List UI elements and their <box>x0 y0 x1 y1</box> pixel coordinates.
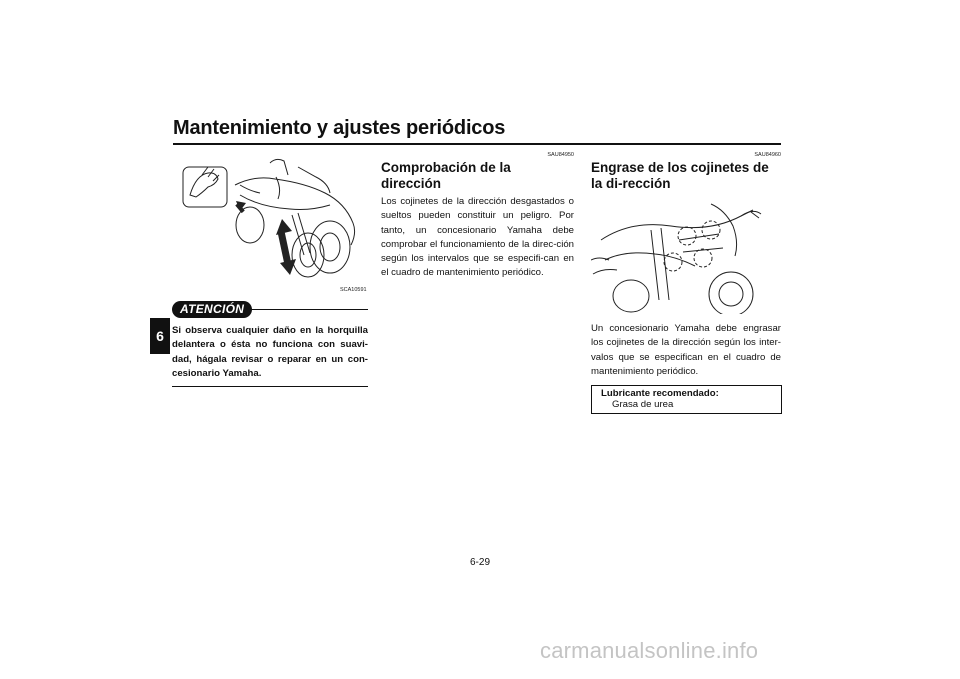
caution-label: ATENCIÓN <box>172 301 252 318</box>
title-rule <box>173 143 781 145</box>
section-steering-check <box>381 152 574 281</box>
caution-box <box>172 300 368 387</box>
chapter-tab: 6 <box>150 318 170 354</box>
caution-rule-top <box>244 309 368 310</box>
hand-shape <box>190 173 218 197</box>
steering-bearing-illustration <box>591 200 771 314</box>
section-bearing-lubrication <box>591 152 781 192</box>
lubricant-box <box>591 385 782 414</box>
section-code: SAU84950 <box>547 152 574 158</box>
section-body: Los cojinetes de la dirección desgastados o sueltos pueden constituir un peligro. Por tanto, un concesionario Yamaha debe comprobar el funcionamiento de la direc-ción según los intervalos que se especifi-can en el cuadro de mantenimiento periódico. <box>381 196 574 279</box>
section-heading: Comprobación de la dirección <box>381 160 511 191</box>
caution-text: Si observa cualquier daño en la horquilla delantera o ésta no funciona con suavi-dad, hágala revisar o reparar en un con-cesionario Yamaha. <box>172 325 368 379</box>
watermark[interactable]: carmanualsonline.info <box>540 638 759 663</box>
section-body: Un concesionario Yamaha debe engrasar los cojinetes de la dirección según los inter-valos que se especifican en el cuadro de mantenimiento periódico. <box>591 323 781 377</box>
page-number: 6-29 <box>469 557 490 568</box>
page-title: Mantenimiento y ajustes periódicos <box>173 117 506 139</box>
hand-inset-frame <box>183 167 227 207</box>
caution-rule-bottom <box>172 386 368 387</box>
section-code: SAU84960 <box>754 152 781 158</box>
fork-check-illustration <box>180 155 368 285</box>
bearing-markers <box>664 221 720 271</box>
lubricant-title: Lubricante recomendado: <box>601 388 719 399</box>
figure-code: SCA10591 <box>340 287 367 293</box>
lubricant-value: Grasa de urea <box>612 399 674 410</box>
section-heading: Engrase de los cojinetes de la di-rección <box>591 160 769 191</box>
